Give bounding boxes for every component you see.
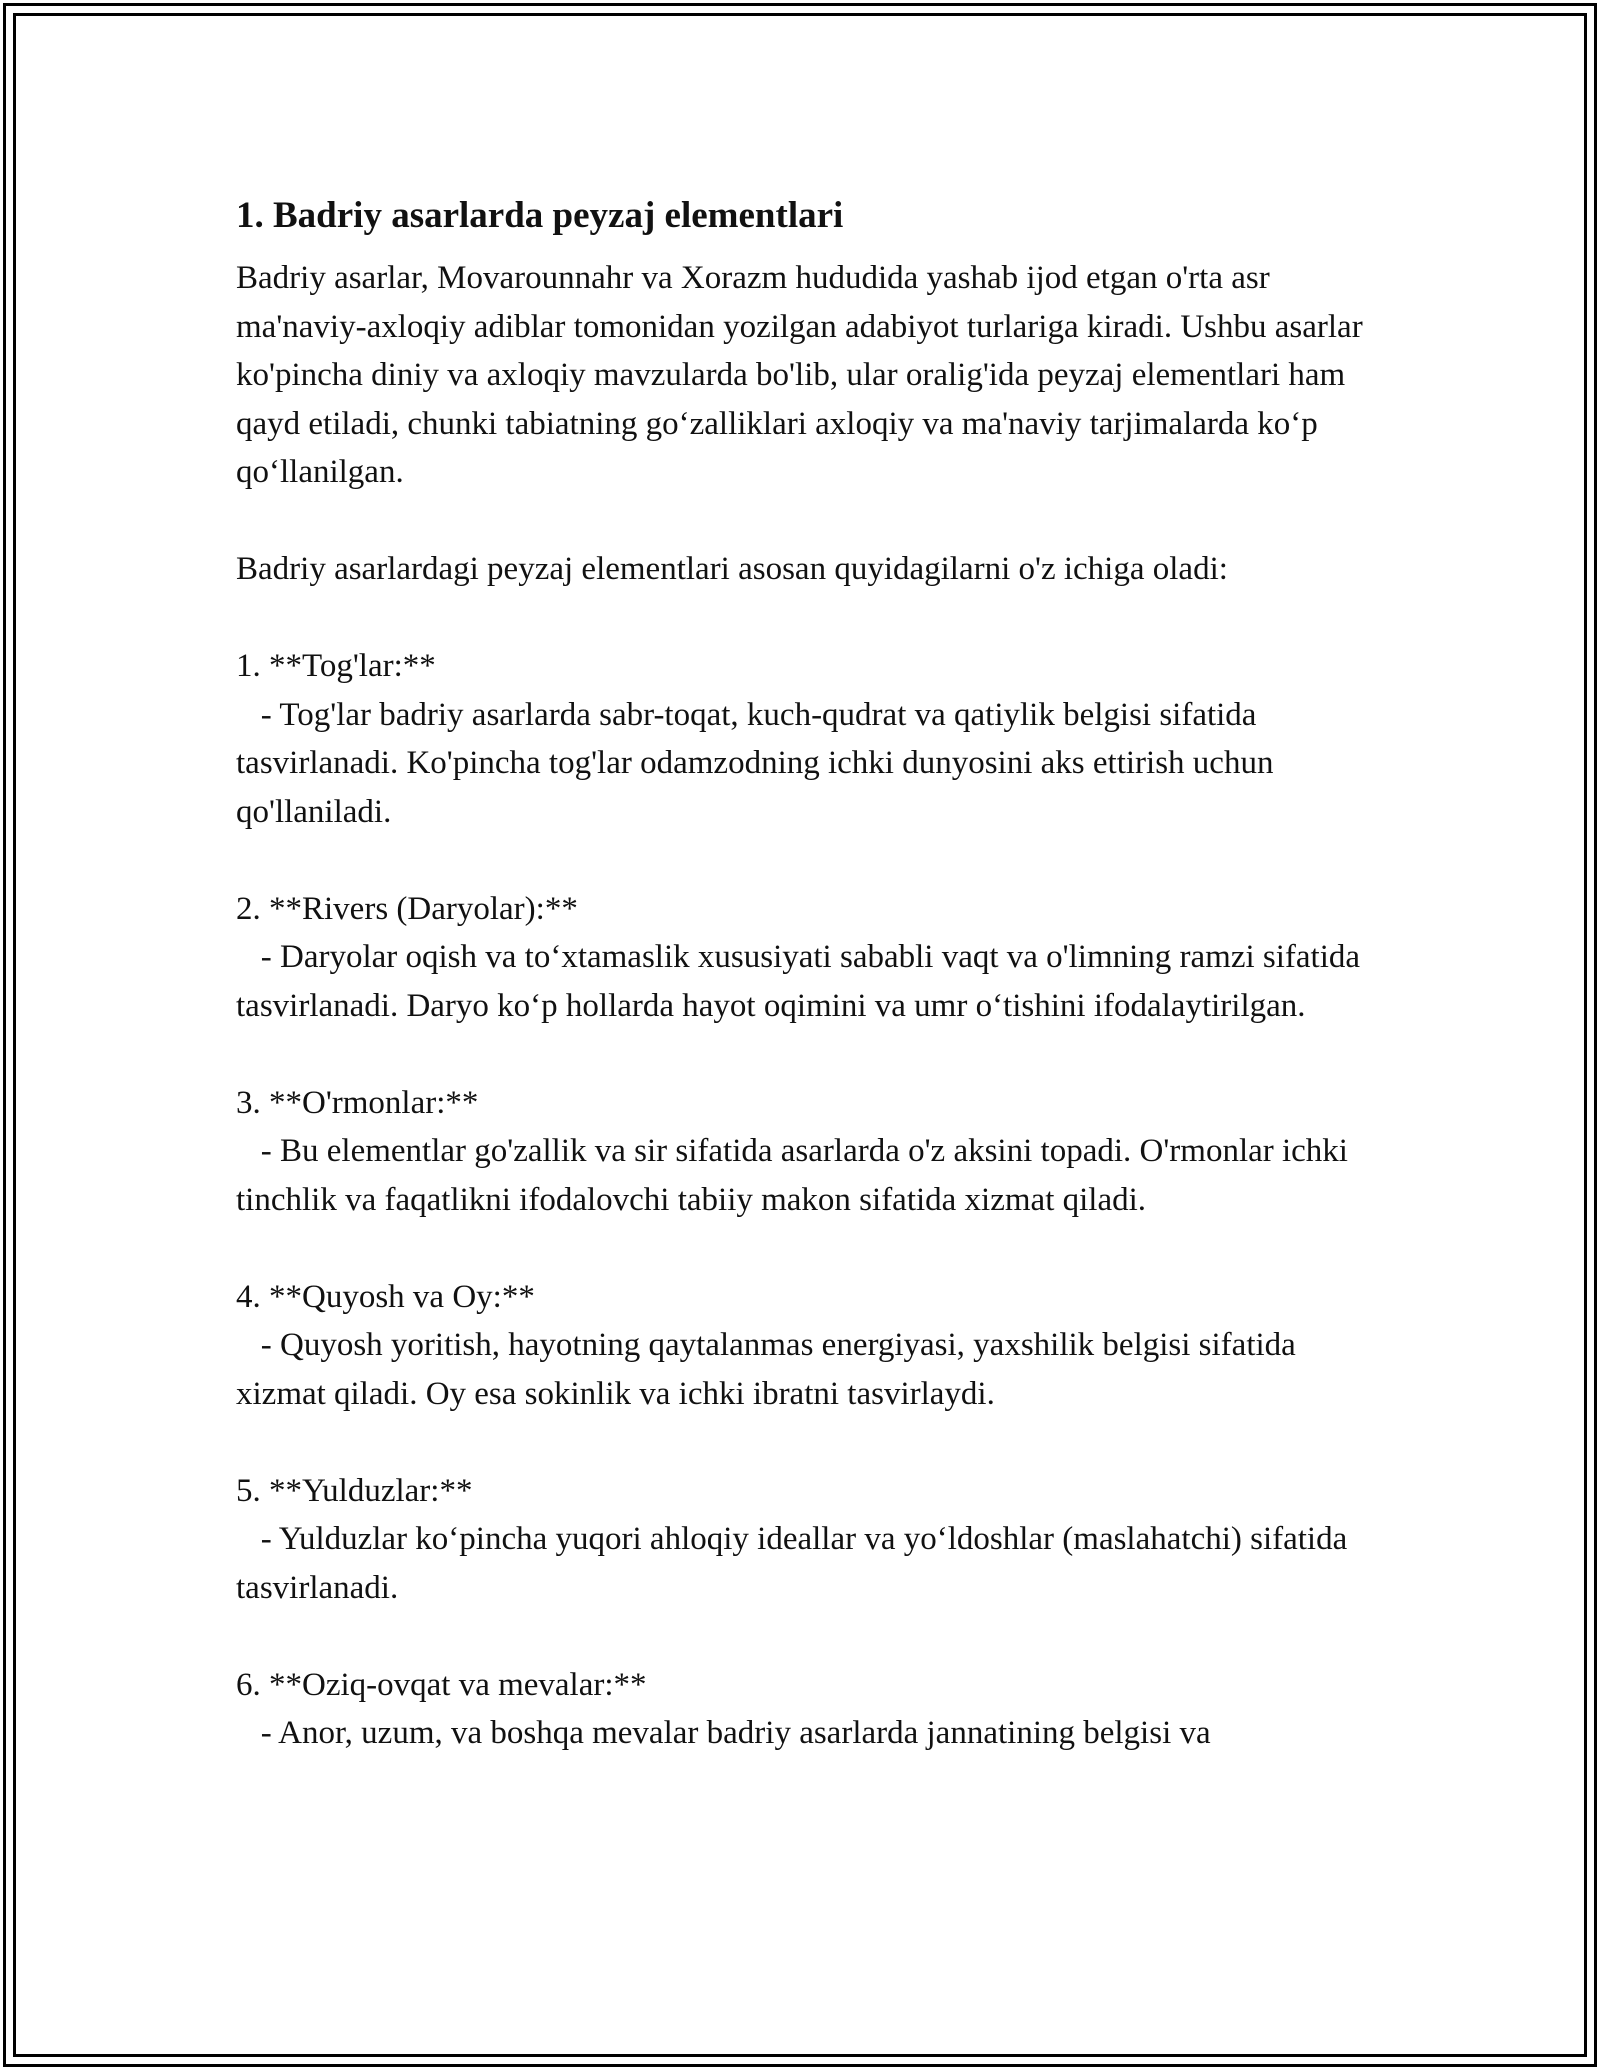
list-item-body: - Tog'lar badriy asarlarda sabr-toqat, kuch-qudrat va qatiylik belgisi sifatida tasvirlanadi. Ko'pincha tog'lar odamzodning ichki dunyosini aks ettirish uchun qo'llaniladi. <box>236 696 1282 830</box>
list-item <box>236 885 1376 1031</box>
list-item-body: - Daryolar oqish va to‘xtamaslik xususiyati sababli vaqt va o'limning ramzi sifatida tasvirlanadi. Daryo ko‘p hollarda hayot oqimini va umr o‘tishini ifodalaytirilgan. <box>236 939 1369 1024</box>
list-item <box>236 1273 1376 1419</box>
list-item <box>236 1079 1376 1225</box>
paragraph-gap <box>236 594 1376 643</box>
list-item-title: 6. **Oziq-ovqat va mevalar:** <box>236 1666 647 1703</box>
list-item-title: 2. **Rivers (Daryolar):** <box>236 890 578 927</box>
list-item <box>236 1467 1376 1613</box>
paragraph-gap <box>236 1418 1376 1467</box>
list-item-title: 4. **Quyosh va Oy:** <box>236 1278 535 1315</box>
lead-paragraph: Badriy asarlardagi peyzaj elementlari asosan quyidagilarni o'z ichiga oladi: <box>236 551 1228 587</box>
intro-paragraph: Badriy asarlar, Movarounnahr va Xorazm hududida yashab ijod etgan o'rta asr ma'naviy-axloqiy adiblar tomonidan yozilgan adabiyot turlariga kiradi. Ushbu asarlar ko'pincha diniy va axloqiy mavzularda bo'lib, ular oralig'ida peyzaj elementlari ham qayd etiladi, chunki tabiatning go‘zalliklari axloqiy va ma'naviy tarjimalarda ko‘p qo‘llanilgan. <box>236 260 1371 490</box>
paragraph-gap <box>236 1612 1376 1661</box>
paragraph-gap <box>236 1030 1376 1079</box>
list-item-title: 3. **O'rmonlar:** <box>236 1084 479 1121</box>
list-item-title: 1. **Tog'lar:** <box>236 648 436 684</box>
list-item <box>236 1661 1376 1758</box>
list-item-body: - Anor, uzum, va boshqa mevalar badriy asarlarda jannatining belgisi va <box>236 1715 1211 1751</box>
paragraph-gap <box>236 497 1376 546</box>
list-item <box>236 642 1376 836</box>
document-body <box>236 186 1376 1758</box>
list-item-body: - Quyosh yoritish, hayotning qaytalanmas energiyasi, yaxshilik belgisi sifatida xizmat qiladi. Oy esa sokinlik va ichki ibratni tasvirlaydi. <box>236 1327 1305 1412</box>
list-item-body: - Yulduzlar ko‘pincha yuqori ahloqiy ideallar va yo‘ldoshlar (maslahatchi) sifatida tasvirlanadi. <box>236 1521 1356 1606</box>
list-item-title: 5. **Yulduzlar:** <box>236 1472 473 1509</box>
paragraph-gap <box>236 836 1376 885</box>
paragraph-gap <box>236 1224 1376 1273</box>
list-item-body: - Bu elementlar go'zallik va sir sifatida asarlarda o'z aksini topadi. O'rmonlar ichki tinchlik va faqatlikni ifodalovchi tabiiy makon sifatida xizmat qiladi. <box>236 1133 1357 1218</box>
section-heading: 1. Badriy asarlarda peyzaj elementlari <box>236 195 844 236</box>
